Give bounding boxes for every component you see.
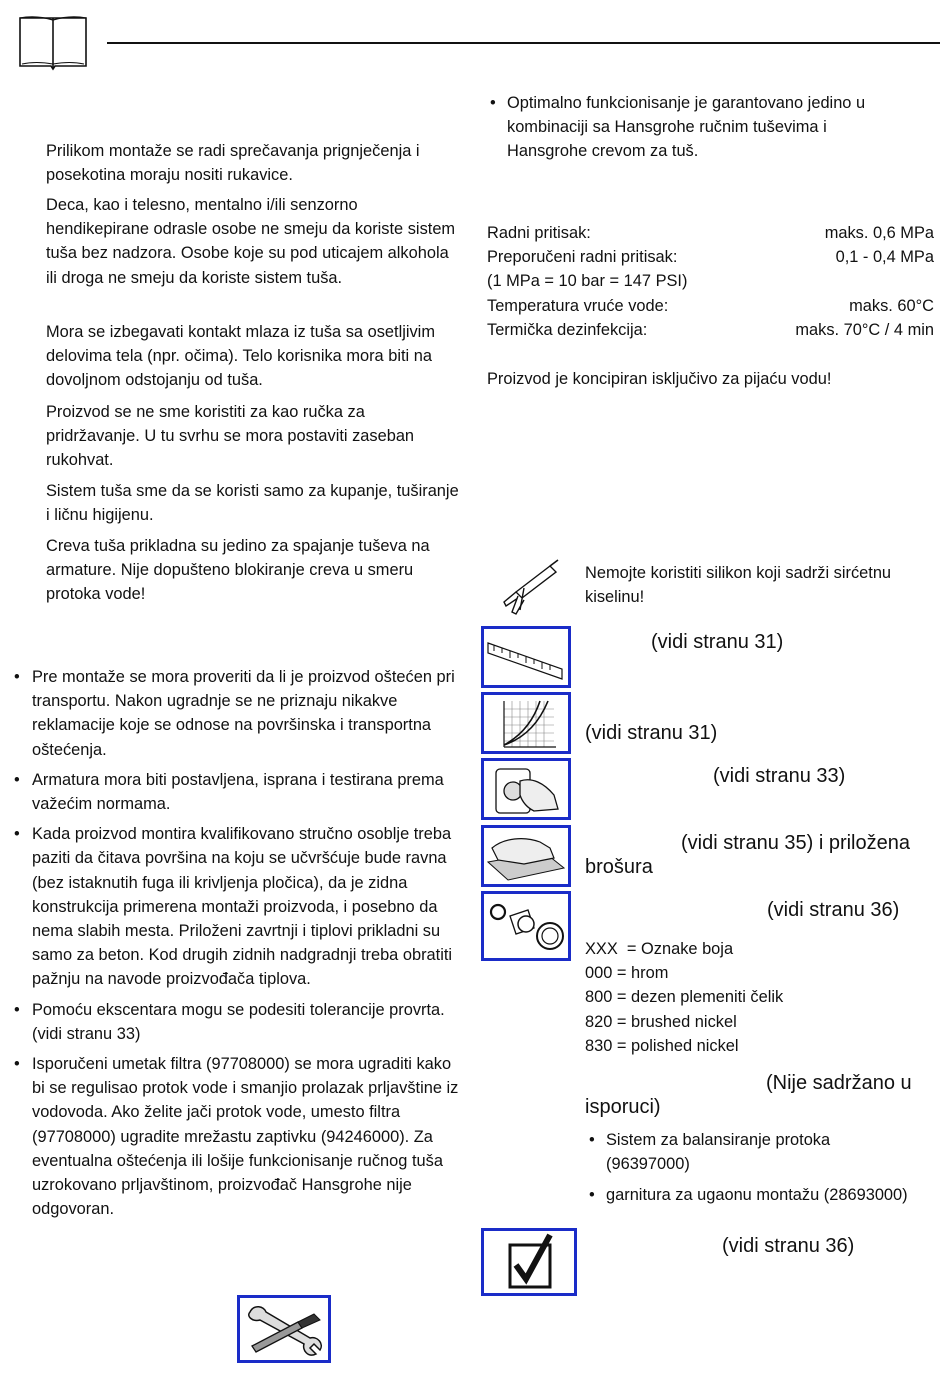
spec-label: Temperatura vruće vode: — [487, 296, 669, 315]
flow-diagram-ref: (vidi stranu 31) — [585, 722, 718, 744]
list-item: • Isporučeni umetak filtra (97708000) se mora ugraditi kako bi se regulisao protok vode i smanjio prolazak prljavštine iz vodovoda. Ako želite jači protok vode, umesto filtra (97708000) ugradite mrežastu zaptivku (94246000). Za eventualna oštećenja ili lošije funkcionisanje ručnog tuša uzrokovano prljavštinom, proizvođač Hansgrohe nije odgovoran. — [10, 1052, 465, 1221]
list-item: • Kada proizvod montira kvalifikovano stručno osoblje treba paziti da čitava površina na koju se učvršćuje bude ravna (bez istaknutih fuga ili krivljenja pločica), da je zidna konstrukcija primerena montaži proizvoda, i posebno da nema slabih mesta. Priloženi zavrtnji i tiplovi prikladni su samo za beton. Kod drugih zidnih nadgradnji treba obratiti pažnju na navode proizvođača tiplova. — [10, 822, 465, 991]
spec-row — [487, 245, 934, 269]
list-item: • Armatura mora biti postavljena, isprana i testirana prema važećim normama. — [10, 768, 465, 816]
spec-row — [487, 294, 934, 318]
spec-label: (1 MPa = 10 bar = 147 PSI) — [487, 272, 688, 291]
color-code: XXX = Oznake boja — [585, 940, 734, 958]
list-item: • Sistem za balansiranje protoka (96397000) — [586, 1128, 916, 1176]
installation-ref: (vidi stranu 33) — [713, 765, 846, 787]
spec-row — [487, 318, 934, 342]
safety-paragraph-5: Sistem tuša sme da se koristi samo za kupanje, tuširanje i ličnu higijenu. — [46, 482, 459, 525]
wrench-screwdriver-icon — [237, 1295, 331, 1363]
spec-value: maks. 70°C / 4 min — [795, 320, 934, 339]
spec-label: Preporučeni radni pritisak: — [487, 248, 678, 267]
book-icon — [18, 14, 88, 72]
list-item: • Optimalno funkcionisanje je garantovano jedino u kombinaciji sa Hansgrohe ručnim tuševima i Hansgrohe crevom za tuš. — [487, 91, 907, 164]
spec-row — [487, 221, 934, 245]
test-certificate-ref: (vidi stranu 36) — [722, 1235, 855, 1257]
list-item: • Pomoću ekscentara mogu se podesiti tolerancije provrta. (vidi stranu 33) — [10, 998, 465, 1046]
spec-label: Termička dezinfekcija: — [487, 320, 648, 339]
special-accessories-ref: (Nije sadržano u isporuci) — [585, 1072, 912, 1118]
safety-paragraph-6: Creva tuša prikladna su jedino za spajanje tuševa na armature. Nije dopušteno blokiranje creva u smeru protoka vode! — [46, 537, 430, 604]
safety-paragraph-2: Deca, kao i telesno, mentalno i/ili senzorno hendikepirane odrasle osobe ne smeju da koriste sistem tuša bez nadzora. Osobe koje su pod uticajem alkohola ili droga ne smeju da koriste sistem tuša. — [46, 196, 456, 287]
spec-label: Radni pritisak: — [487, 224, 591, 242]
technical-data — [487, 221, 934, 342]
safety-paragraph-4: Proizvod se ne sme koristiti za kao ručka za pridržavanje. U tu svrhu se mora postaviti zaseban rukohvat. — [46, 403, 415, 470]
header-rule — [107, 42, 940, 44]
cleaning-ref: (vidi stranu 35) i priložena brošura — [585, 832, 910, 878]
checkmark-icon — [481, 1228, 577, 1296]
dimensions-ref: (vidi stranu 31) — [651, 631, 784, 653]
list-item: • Pre montaže se mora proveriti da li je proizvod oštećen pri transportu. Nakon ugradnje se ne priznaju nikakve reklamacije koje se odnose na površinska i transportna oštećenja. — [10, 665, 465, 762]
spec-value: maks. 0,6 MPa — [824, 224, 934, 242]
spec-row — [487, 269, 934, 293]
spec-value: 0,1 - 0,4 MPa — [835, 248, 934, 267]
installation-hand-icon — [481, 758, 571, 820]
color-code: 820 = brushed nickel — [585, 1012, 737, 1031]
drinking-water-note: Proizvod je koncipiran isključivo za pijaću vodu! — [487, 370, 832, 388]
safety-paragraph-3: Mora se izbegavati kontakt mlaza iz tuša sa osetljivim delovima tela (npr. očima). Telo korisnika mora biti na dovoljnom odstojanju od tuša. — [46, 323, 435, 390]
safety-paragraph-1: Prilikom montaže se radi sprečavanja prignječenja i posekotina moraju nositi rukavice. — [46, 142, 420, 185]
flow-diagram-icon — [481, 692, 571, 754]
color-code: 800 = dezen plemeniti čelik — [585, 988, 784, 1007]
silicone-note: Nemojte koristiti silikon koji sadrži sirćetnu kiselinu! — [585, 564, 892, 607]
ruler-icon — [481, 626, 571, 688]
accessories-list — [586, 1128, 916, 1208]
spare-parts-icon — [481, 891, 571, 961]
color-codes — [585, 937, 930, 1058]
color-code: 830 = polished nickel — [585, 1036, 739, 1055]
silicone-gun-icon — [498, 558, 560, 616]
list-item: • garnitura za ugaonu montažu (28693000) — [586, 1183, 916, 1207]
color-code: 000 = hrom — [585, 964, 669, 983]
spec-value: maks. 60°C — [849, 296, 934, 315]
mounting-notes-list — [10, 665, 465, 1227]
spare-parts-ref: (vidi stranu 36) — [767, 899, 900, 921]
compatibility-note — [487, 91, 907, 164]
cleaning-hand-icon — [481, 825, 571, 887]
